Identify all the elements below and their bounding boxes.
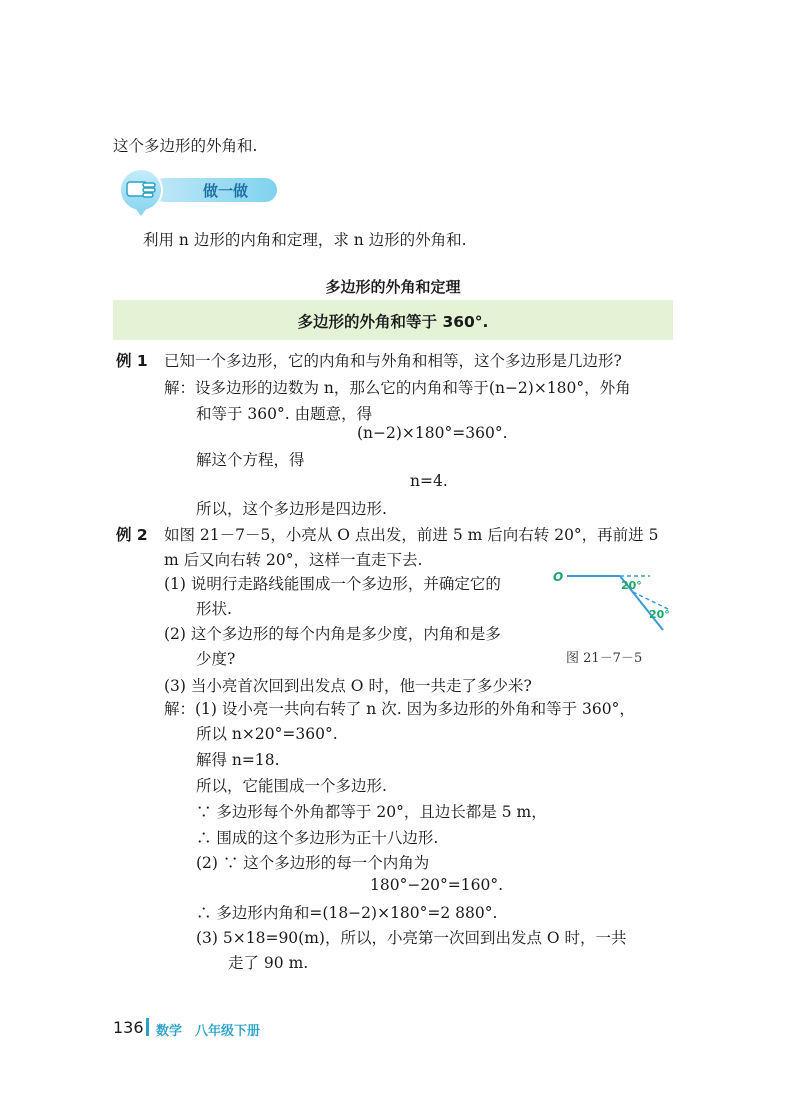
example1-solution-line: 和等于 360°. 由题意，得 xyxy=(196,405,373,423)
example1-solution-line: 解：设多边形的边数为 n，那么它的内角和等于(n−2)×180°，外角 xyxy=(164,379,631,397)
example2-label: 例 2 xyxy=(116,526,148,544)
theorem-box xyxy=(113,300,673,340)
activity-text: 利用 n 边形的内角和定理，求 n 边形的外角和. xyxy=(143,231,467,249)
example2-solution-line: (3) 5×18=90(m)，所以，小亮第一次回到出发点 O 时，一共 xyxy=(196,929,627,947)
example1-equation: (n−2)×180°=360°. xyxy=(357,424,508,442)
example2-part: (3) 当小亮首次回到出发点 O 时，他一共走了多少米? xyxy=(164,677,532,695)
example2-part: 少度? xyxy=(196,650,236,668)
example2-solution-line: ∵ 多边形每个外角都等于 20°，且边长都是 5 m， xyxy=(196,803,547,821)
example1-label: 例 1 xyxy=(116,352,148,370)
example2-solution-line: 所以，它能围成一个多边形. xyxy=(196,777,387,795)
theorem-title: 多边形的外角和定理 xyxy=(325,278,461,296)
example2-part: 形状. xyxy=(196,600,232,618)
page-number: 136 xyxy=(113,1018,144,1037)
example2-solution-line: 走了 90 m. xyxy=(228,954,309,972)
example1-result: n=4. xyxy=(410,472,448,490)
example2-solution-line: ∴ 围成的这个多边形为正十八边形. xyxy=(196,829,439,847)
example2-solution-line: (2) ∵ 这个多边形的每一个内角为 xyxy=(196,854,430,872)
figure-walking-path xyxy=(545,560,675,640)
example2-solution-line: 解：(1) 设小亮一共向右转了 n 次. 因为多边形的外角和等于 360°， xyxy=(164,700,635,718)
example2-part: (2) 这个多边形的每个内角是多少度，内角和是多 xyxy=(164,625,501,643)
theorem-statement: 多边形的外角和等于 360°. xyxy=(297,313,489,331)
example2-part: (1) 说明行走路线能围成一个多边形，并确定它的 xyxy=(164,575,501,593)
example1-conclusion: 所以，这个多边形是四边形. xyxy=(196,500,387,518)
activity-banner xyxy=(113,168,279,220)
figure-caption: 图 21－7－5 xyxy=(566,651,643,666)
angle2-label: 20° xyxy=(649,608,670,621)
example2-solution-line: 解得 n=18. xyxy=(196,751,280,769)
activity-label: 做一做 xyxy=(203,182,249,200)
angle1-label: 20° xyxy=(621,579,642,592)
example2-question-line: 如图 21－7－5，小亮从 O 点出发，前进 5 m 后向右转 20°，再前进 5 xyxy=(164,526,659,544)
example1-solution-line: 解这个方程，得 xyxy=(196,451,305,469)
footer-divider xyxy=(146,1018,149,1036)
activity-badge xyxy=(113,168,279,220)
point-o-label: O xyxy=(553,570,564,584)
example1-question: 已知一个多边形，它的内角和与外角和相等，这个多边形是几边形? xyxy=(164,352,622,370)
example2-question-line: m 后又向右转 20°，这样一直走下去. xyxy=(164,551,423,569)
example2-solution-line: ∴ 多边形内角和=(18−2)×180°=2 880°. xyxy=(196,904,498,922)
example2-solution-line: 180°−20°=160°. xyxy=(370,876,504,894)
book-title: 数学 八年级下册 xyxy=(156,1024,261,1039)
intro-line: 这个多边形的外角和. xyxy=(113,137,258,155)
example2-solution-line: 所以 n×20°=360°. xyxy=(196,725,338,743)
hand-icon xyxy=(127,182,155,197)
